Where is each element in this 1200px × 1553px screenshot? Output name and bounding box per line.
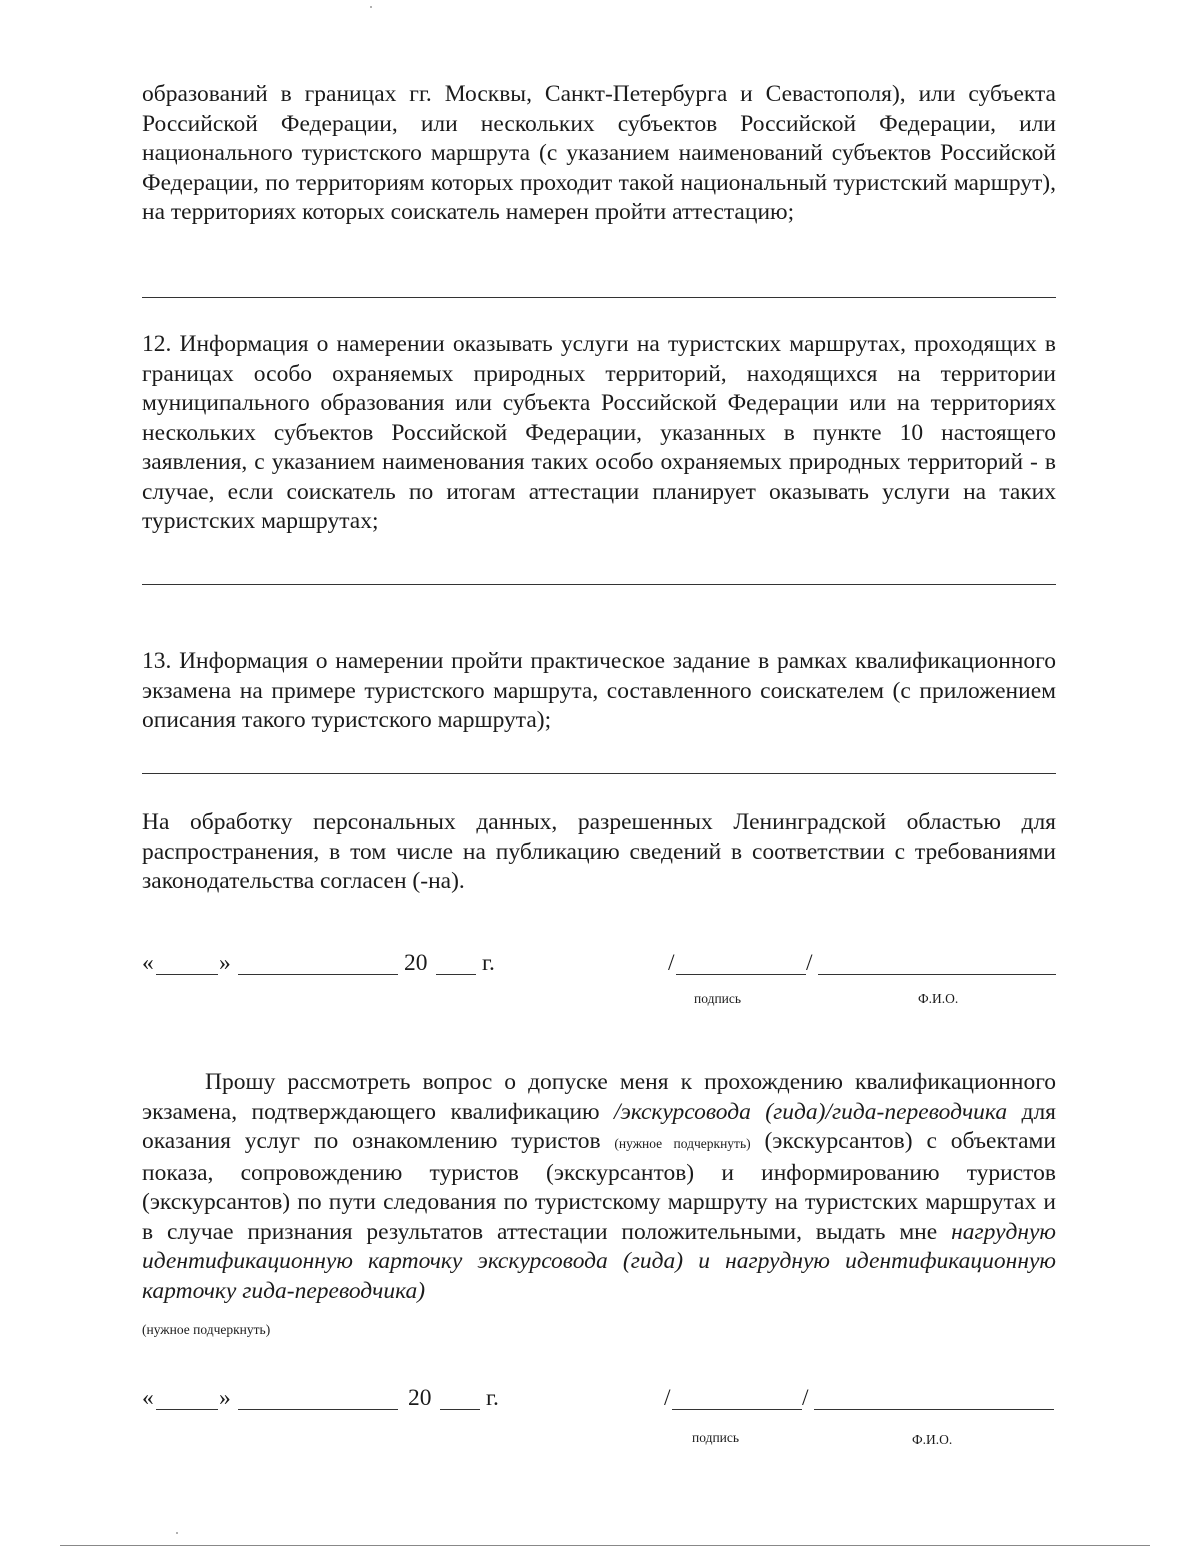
request-text-3: (экскурсантов) с объектами показа, сопровождению туристов (экскурсантов) и информированию туристов (экскурсантов) по пути следования по туристскому маршруту на туристских маршрутах и в случае признания результатов аттестации положительными, выдать мне (142, 1128, 1056, 1245)
request-italic-card: нагрудную идентификационную карточку экскурсовода (гида) и нагрудную идентификационную карточку гида-переводчика) (142, 1218, 1056, 1304)
year-prefix: 20 (408, 1385, 432, 1411)
answer-line-13 (142, 773, 1056, 774)
slash-1: / (664, 1385, 671, 1411)
caption-name: Ф.И.О. (918, 991, 959, 1006)
paragraph-item-12: 12. Информация о намерении оказывать услуги на туристских маршрутах, проходящих в границах особо охраняемых природных территорий, находящихся на территории муниципального образования или субъекта Российской Федерации или на территориях нескольких субъектов Российской Федерации, указанных в пункте 10 настоящего заявления, с указанием наименования таких особо охраняемых природных территорий - в случае, если соискатель по итогам аттестации планирует оказывать услуги на таких туристских маршрутах; (142, 331, 1056, 534)
year-prefix: 20 (404, 950, 428, 976)
slash-2: / (806, 950, 813, 976)
signature-line (672, 1409, 802, 1410)
paragraph-item-13: 13. Информация о намерении пройти практическое задание в рамках квалификационного экзамена на примере туристского маршрута, составленного соискателем (с приложением описания такого туристского маршрута); (142, 648, 1056, 733)
caption-name: Ф.И.О. (912, 1432, 953, 1447)
slash-1: / (668, 950, 675, 976)
paragraph-request (142, 1068, 1056, 1306)
scan-speck (370, 6, 372, 8)
note-underline: (нужное подчеркнуть) (142, 1322, 271, 1337)
open-quote: « (142, 950, 154, 976)
request-text-1: Прошу рассмотреть вопрос о допуске меня к прохождению квалификационного экзамена, подтверждающего квалификацию (142, 1069, 1056, 1125)
answer-line-12 (142, 584, 1056, 585)
request-italic-role: /экскурсовода (гида)/гида-переводчика (614, 1098, 1008, 1125)
signature-line (676, 974, 806, 975)
day-line (156, 974, 218, 975)
paragraph-territories: образований в границах гг. Москвы, Санкт-Петербурга и Севастополя), или субъекта Российской Федерации, или нескольких субъектов Российской Федерации, или национального туристского маршрута (с указанием наименований субъектов Российской Федерации, по территориям которых проходит такой национальный туристский маршрут), на территориях которых соискатель намерен пройти аттестацию; (142, 81, 1056, 225)
page-bottom-edge (60, 1545, 1150, 1546)
signature-row-request (142, 1385, 1056, 1415)
month-line (238, 1409, 398, 1410)
note-underline-inline: (нужное подчеркнуть) (614, 1136, 751, 1151)
name-line (818, 974, 1056, 975)
day-line (156, 1409, 218, 1410)
year-suffix: г. (486, 1385, 499, 1411)
close-quote: » (219, 950, 231, 976)
name-line (814, 1409, 1054, 1410)
open-quote: « (142, 1385, 154, 1411)
caption-signature: подпись (694, 991, 742, 1006)
request-text-2: для оказания услуг по ознакомлению туристов (142, 1098, 1056, 1154)
close-quote: » (219, 1385, 231, 1411)
year-line (436, 974, 476, 975)
year-suffix: г. (482, 950, 495, 976)
paragraph-consent: На обработку персональных данных, разрешенных Ленинградской областью для распространения, в том числе на публикацию сведений в соответствии с требованиями законодательства согласен (-на). (142, 809, 1056, 894)
caption-signature: подпись (692, 1430, 740, 1445)
month-line (238, 974, 398, 975)
answer-line-11 (142, 297, 1056, 298)
slash-2: / (802, 1385, 809, 1411)
signature-row-consent (142, 950, 1056, 980)
scan-speck (176, 1532, 178, 1534)
year-line (440, 1409, 480, 1410)
